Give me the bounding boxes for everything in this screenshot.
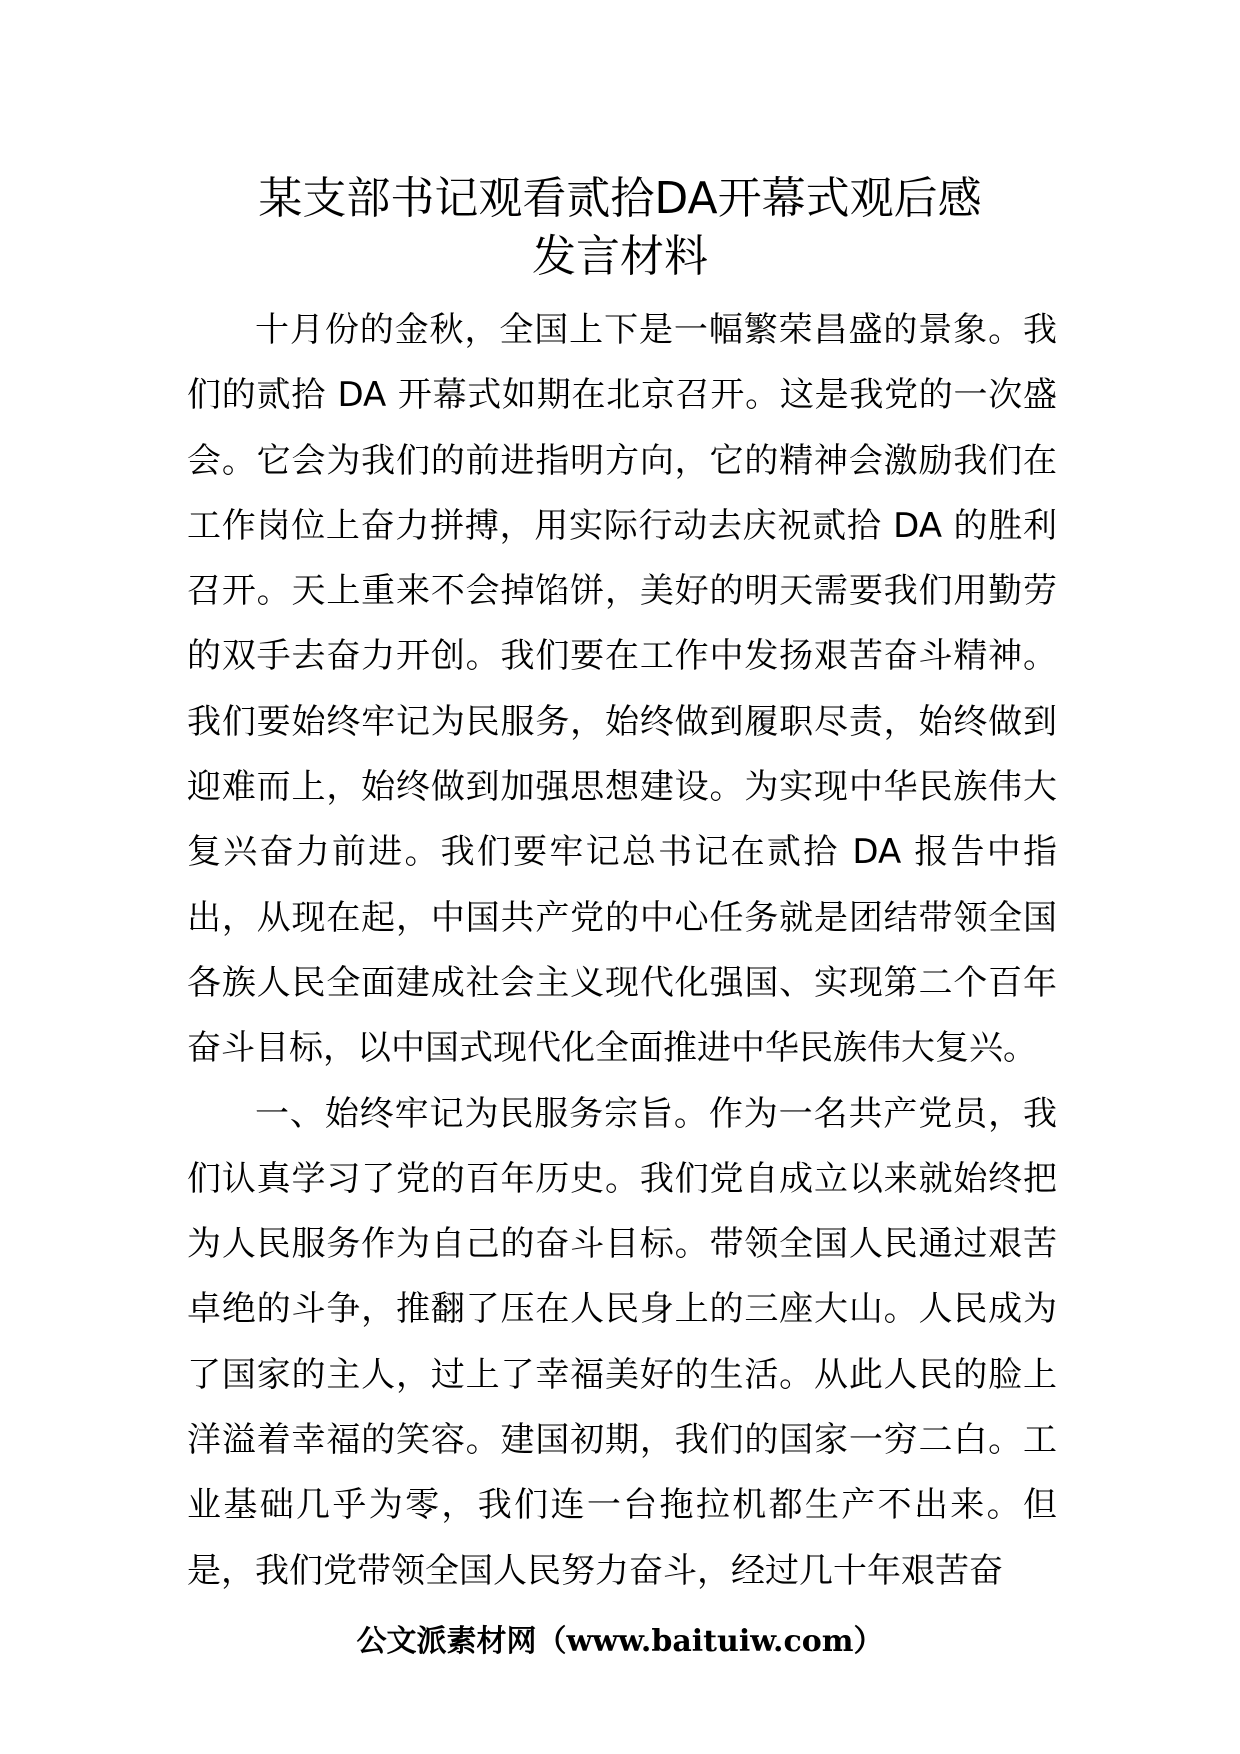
body-paragraph-2: 一、始终牢记为民服务宗旨。作为一名共产党员，我们认真学习了党的百年历史。我们党自成立以来就始终把为人民服务作为自己的奋斗目标。带领全国人民通过艰苦卓绝的斗争，推翻了压在人民身上的三座大山。人民成为了国家的主人，过上了幸福美好的生活。从此人民的脸上洋溢着幸福的笑容。建国初期，我们的国家一穷二白。工业基础几乎为零，我们连一台拖拉机都生产不出来。但是，我们党带领全国人民努力奋斗，经过几十年艰苦奋 <box>187 1093 1057 1591</box>
body-paragraph-1: 十月份的金秋，全国上下是一幅繁荣昌盛的景象。我们的贰拾 DA 开幕式如期在北京召开。这是我党的一次盛会。它会为我们的前进指明方向，它的精神会激励我们在工作岗位上奋力拼搏，用实际行动去庆祝贰拾 DA 的胜利召开。天上重来不会掉馅饼，美好的明天需要我们用勤劳的双手去奋力开创。我们要在工作中发扬艰苦奋斗精神。我们要始终牢记为民服务，始终做到履职尽责，始终做到迎难而上，始终做到加强思想建设。为实现中华民族伟大复兴奋力前进。我们要牢记总书记在贰拾 DA 报告中指出，从现在起，中国共产党的中心任务就是团结带领全国各族人民全面建成社会主义现代化强国、实现第二个百年奋斗目标，以中国式现代化全面推进中华民族伟大复兴。 <box>187 310 1057 1069</box>
document-title <box>120 170 1120 286</box>
document-body <box>187 298 1057 1604</box>
footer-source: 公文派素材网（www.baituiw.com） <box>356 1624 884 1659</box>
title-line-1: 某支部书记观看贰拾DA开幕式观后感 <box>258 173 982 224</box>
title-line-2: 发言材料 <box>532 231 708 282</box>
